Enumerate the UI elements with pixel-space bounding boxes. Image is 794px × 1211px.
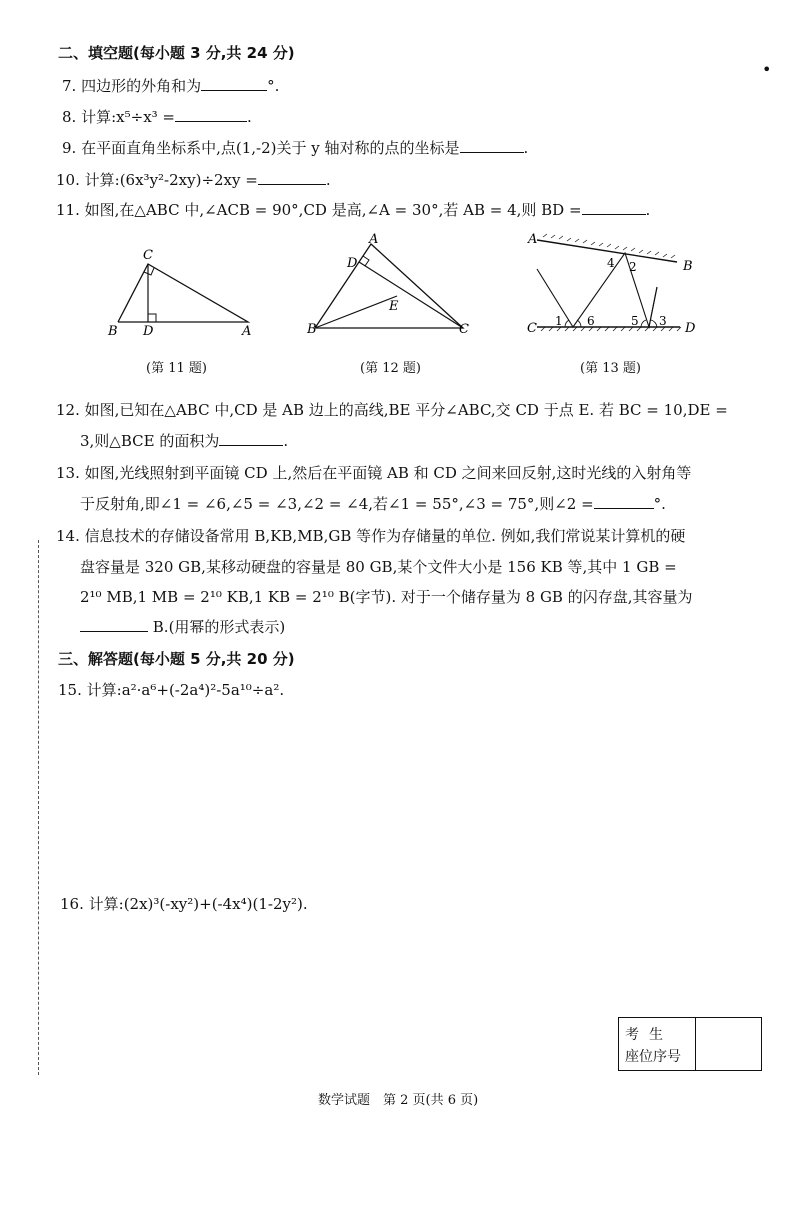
angle-label-5: 5 <box>631 314 639 328</box>
question-text-end: °. <box>653 495 666 513</box>
question-number: 13. <box>56 464 80 482</box>
question-9 <box>62 138 528 158</box>
question-12-line-2 <box>80 431 288 451</box>
question-number: 15. <box>58 681 82 699</box>
section-2-title: 二、填空题(每小题 3 分,共 24 分) <box>58 44 295 62</box>
seat-number-label-cell <box>619 1018 696 1070</box>
question-line-1: 信息技术的存储设备常用 B,KB,MB,GB 等作为存储量的单位. 例如,我们常说某计算机的硬 <box>84 527 686 545</box>
question-text-end: . <box>283 432 289 450</box>
question-text: 3,则△BCE 的面积为 <box>80 432 220 450</box>
question-text-end: °. <box>267 77 280 95</box>
figure-13 <box>525 225 705 345</box>
label-a: A <box>369 232 379 247</box>
answer-blank[interactable] <box>80 617 148 632</box>
question-number: 10. <box>56 171 80 189</box>
bisector-be <box>315 296 397 328</box>
question-16 <box>60 894 308 914</box>
angle-arc-1 <box>565 320 569 327</box>
question-text-end: . <box>247 108 252 126</box>
question-14-line-3: 2¹⁰ MB,1 MB = 2¹⁰ KB,1 KB = 2¹⁰ B(字节). 对于一个储存量为 8 GB 的闪存盘,其容量为 <box>80 588 693 606</box>
answer-blank[interactable] <box>175 107 247 122</box>
seat-label-line-1: 考生 <box>625 1027 673 1043</box>
question-7 <box>62 76 279 96</box>
section-3-title: 三、解答题(每小题 5 分,共 20 分) <box>58 650 295 668</box>
label-b: B <box>307 322 317 337</box>
question-line-1: 如图,光线照射到平面镜 CD 上,然后在平面镜 AB 和 CD 之间来回反射,这时光线的入射角等 <box>84 464 692 482</box>
question-10 <box>56 170 331 190</box>
question-text: 计算:(2x)³(-xy²)+(-4x⁴)(1-2y²). <box>88 895 308 913</box>
angle-label-4: 4 <box>607 256 615 270</box>
question-number: 11. <box>56 201 80 219</box>
question-13 <box>56 463 691 483</box>
altitude-cd <box>359 262 463 328</box>
question-13-line-2 <box>80 494 666 514</box>
answer-blank[interactable] <box>258 170 326 185</box>
caption-fig-12: (第 12 题) <box>360 361 421 376</box>
label-a: A <box>528 232 538 247</box>
label-e: E <box>389 299 399 314</box>
question-text-end: . <box>523 139 529 157</box>
caption-fig-11: (第 11 题) <box>146 361 207 376</box>
question-8 <box>62 107 252 127</box>
angle-label-1: 1 <box>555 314 563 328</box>
corner-mark: • <box>762 60 772 79</box>
label-c: C <box>143 248 153 263</box>
triangle-abc <box>315 244 463 328</box>
label-d: D <box>347 256 358 271</box>
angle-arc-3 <box>651 320 657 327</box>
question-15 <box>58 680 284 700</box>
angle-label-2: 2 <box>629 260 637 274</box>
triangle-abc <box>118 264 248 322</box>
question-text: B.(用幂的形式表示) <box>152 618 286 636</box>
question-number: 14. <box>56 527 80 545</box>
figure-11 <box>100 244 270 344</box>
question-number: 12. <box>56 401 80 419</box>
question-line-1: 如图,已知在△ABC 中,CD 是 AB 边上的高线,BE 平分∠ABC,交 CD 于点 E. 若 BC = 10,DE = <box>84 401 728 419</box>
question-14-line-2: 盘容量是 320 GB,某移动硬盘的容量是 80 GB,某个文件大小是 156 KB 等,其中 1 GB = <box>80 558 677 576</box>
answer-blank[interactable] <box>201 76 267 91</box>
question-text: 计算:x⁵÷x³ = <box>81 108 175 126</box>
angle-label-6: 6 <box>587 314 595 328</box>
label-b: B <box>683 259 693 274</box>
answer-blank[interactable] <box>219 431 283 446</box>
question-12 <box>56 400 728 420</box>
question-14 <box>56 526 685 546</box>
label-c: C <box>459 322 469 337</box>
question-text: 四边形的外角和为 <box>81 77 202 95</box>
angle-arc-5 <box>641 320 646 327</box>
label-d: D <box>143 324 154 339</box>
question-11 <box>56 200 650 220</box>
question-text-end: . <box>645 201 651 219</box>
page-footer: 数学试题 第 2 页(共 6 页) <box>318 1093 479 1108</box>
label-c: C <box>527 321 537 336</box>
caption-fig-13: (第 13 题) <box>580 361 641 376</box>
mirror-ab-hatch <box>543 234 675 258</box>
seat-label-line-2: 座位序号 <box>625 1049 681 1065</box>
question-text: 计算:a²·a⁶+(-2a⁴)²-5a¹⁰÷a². <box>86 681 285 699</box>
figure-12 <box>305 230 485 345</box>
answer-blank[interactable] <box>582 200 646 215</box>
question-text-end: . <box>325 171 331 189</box>
label-a: A <box>242 324 252 339</box>
label-d: D <box>685 321 696 336</box>
binding-margin-line <box>38 540 39 1075</box>
question-text: 在平面直角坐标系中,点(1,-2)关于 y 轴对称的点的坐标是 <box>81 139 460 157</box>
angle-label-3: 3 <box>659 314 667 328</box>
right-angle-d <box>148 314 156 322</box>
question-number: 16. <box>60 895 84 913</box>
question-text: 如图,在△ABC 中,∠ACB = 90°,CD 是高,∠A = 30°,若 AB = 4,则 BD = <box>84 201 582 219</box>
question-text: 于反射角,即∠1 = ∠6,∠5 = ∠3,∠2 = ∠4,若∠1 = 55°,∠3 = 75°,则∠2 = <box>80 495 594 513</box>
question-number: 9. <box>62 139 77 157</box>
label-b: B <box>108 324 118 339</box>
answer-blank[interactable] <box>460 138 524 153</box>
question-14-line-4 <box>80 617 285 637</box>
question-text: 计算:(6x³y²-2xy)÷2xy = <box>84 171 258 189</box>
seat-number-box <box>618 1017 762 1071</box>
seat-number-input-cell[interactable] <box>696 1018 761 1070</box>
question-number: 7. <box>62 77 77 95</box>
answer-blank[interactable] <box>594 494 654 509</box>
question-number: 8. <box>62 108 77 126</box>
